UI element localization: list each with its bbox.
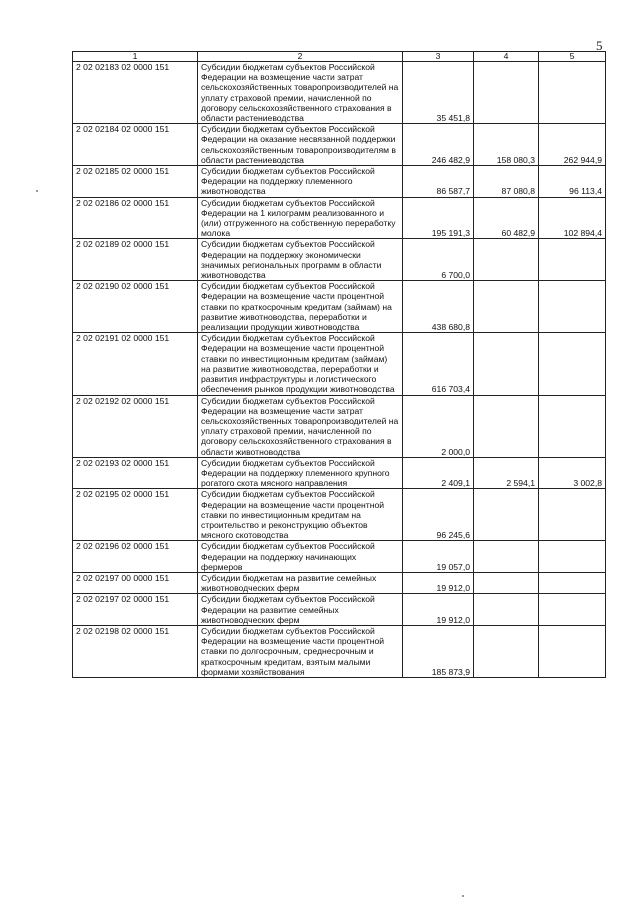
amount-col5-cell (539, 594, 606, 626)
column-header: 1 (73, 52, 198, 62)
amount-col5-cell (539, 625, 606, 677)
amount-col5-cell (539, 62, 606, 124)
amount-col5-cell: 3 002,8 (539, 457, 606, 489)
table-row (73, 457, 606, 489)
budget-revenue-table (72, 51, 606, 678)
amount-col4-cell: 60 482,9 (474, 197, 539, 239)
description-cell: Субсидии бюджетам субъектов Российской Федерации на 1 килограмм реализованного и (или) отгруженного на собственную переработку молока (198, 197, 403, 239)
amount-col3-cell: 185 873,9 (403, 625, 474, 677)
description-cell: Субсидии бюджетам на развитие семейных животноводческих ферм (198, 572, 403, 593)
amount-col3-cell: 19 912,0 (403, 572, 474, 593)
table-row (73, 489, 606, 541)
amount-col3-cell: 195 191,3 (403, 197, 474, 239)
column-header: 2 (198, 52, 403, 62)
description-cell: Субсидии бюджетам субъектов Российской Федерации на поддержку начинающих фермеров (198, 541, 403, 573)
amount-col5-cell: 262 944,9 (539, 124, 606, 166)
description-cell: Субсидии бюджетам субъектов Российской Федерации на поддержку экономически значимых региональных программ в области животноводства (198, 239, 403, 281)
amount-col4-cell (474, 62, 539, 124)
table-row (73, 333, 606, 395)
description-cell: Субсидии бюджетам субъектов Российской Федерации на поддержку племенного крупного рогатого скота мясного направления (198, 457, 403, 489)
table-row (73, 239, 606, 281)
amount-col5-cell (539, 281, 606, 333)
amount-col4-cell (474, 572, 539, 593)
table-row (73, 124, 606, 166)
budget-code-cell: 2 02 02184 02 0000 151 (73, 124, 198, 166)
table-row (73, 572, 606, 593)
amount-col4-cell (474, 281, 539, 333)
description-cell: Субсидии бюджетам субъектов Российской Федерации на возмещение части затрат сельскохозяйственных товаропроизводителей на уплату страховой премии, начисленной по договору сельскохозяйственного страхования в области растениеводства (198, 62, 403, 124)
amount-col5-cell (539, 395, 606, 457)
table-header-row (73, 52, 606, 62)
amount-col5-cell (539, 333, 606, 395)
amount-col3-cell: 616 703,4 (403, 333, 474, 395)
column-header: 3 (403, 52, 474, 62)
amount-col4-cell: 87 080,8 (474, 166, 539, 198)
amount-col5-cell: 102 894,4 (539, 197, 606, 239)
page-number: 5 (596, 38, 603, 53)
description-cell: Субсидии бюджетам субъектов Российской Федерации на возмещение части процентной ставки по краткосрочным кредитам (займам) на развитие животноводства, переработки и реализации продукции животноводства (198, 281, 403, 333)
description-cell: Субсидии бюджетам субъектов Российской Федерации на возмещение части процентной ставки по долгосрочным, среднесрочным и краткосрочным кредитам, взятым малыми формами хозяйствования (198, 625, 403, 677)
description-cell: Субсидии бюджетам субъектов Российской Федерации на оказание несвязанной поддержки сельскохозяйственным товаропроизводителям в области растениеводства (198, 124, 403, 166)
description-cell: Субсидии бюджетам субъектов Российской Федерации на возмещение части затрат сельскохозяйственных товаропроизводителей на уплату страховой премии, начисленной по договору сельскохозяйственного страхования в области животноводства (198, 395, 403, 457)
amount-col4-cell (474, 594, 539, 626)
amount-col3-cell: 19 912,0 (403, 594, 474, 626)
amount-col3-cell: 35 451,8 (403, 62, 474, 124)
budget-code-cell: 2 02 02195 02 0000 151 (73, 489, 198, 541)
column-header: 5 (539, 52, 606, 62)
budget-code-cell: 2 02 02190 02 0000 151 (73, 281, 198, 333)
amount-col5-cell: 96 113,4 (539, 166, 606, 198)
budget-code-cell: 2 02 02198 02 0000 151 (73, 625, 198, 677)
table-row (73, 541, 606, 573)
table-row (73, 197, 606, 239)
amount-col3-cell: 246 482,9 (403, 124, 474, 166)
amount-col5-cell (539, 489, 606, 541)
description-cell: Субсидии бюджетам субъектов Российской Федерации на возмещение части процентной ставки по инвестиционным кредитам (займам) на развитие животноводства, переработки и развития инфраструктуры и логистического обеспечения рынков продукции животноводства (198, 333, 403, 395)
description-cell: Субсидии бюджетам субъектов Российской Федерации на поддержку племенного животноводства (198, 166, 403, 198)
budget-code-cell: 2 02 02193 02 0000 151 (73, 457, 198, 489)
table-row (73, 166, 606, 198)
amount-col4-cell (474, 395, 539, 457)
budget-code-cell: 2 02 02191 02 0000 151 (73, 333, 198, 395)
description-cell: Субсидии бюджетам субъектов Российской Федерации на возмещение части процентной ставки по инвестиционным кредитам на строительство и реконструкцию объектов мясного скотоводства (198, 489, 403, 541)
amount-col5-cell (539, 541, 606, 573)
budget-code-cell: 2 02 02197 02 0000 151 (73, 594, 198, 626)
budget-code-cell: 2 02 02196 02 0000 151 (73, 541, 198, 573)
amount-col4-cell (474, 239, 539, 281)
budget-code-cell: 2 02 02192 02 0000 151 (73, 395, 198, 457)
table-row (73, 62, 606, 124)
budget-code-cell: 2 02 02183 02 0000 151 (73, 62, 198, 124)
scan-speck (462, 895, 464, 897)
amount-col3-cell: 19 057,0 (403, 541, 474, 573)
amount-col4-cell (474, 489, 539, 541)
budget-code-cell: 2 02 02189 02 0000 151 (73, 239, 198, 281)
amount-col3-cell: 96 245,6 (403, 489, 474, 541)
table-row (73, 395, 606, 457)
budget-code-cell: 2 02 02197 00 0000 151 (73, 572, 198, 593)
amount-col4-cell: 2 594,1 (474, 457, 539, 489)
amount-col3-cell: 2 000,0 (403, 395, 474, 457)
table-row (73, 625, 606, 677)
amount-col4-cell (474, 625, 539, 677)
amount-col5-cell (539, 572, 606, 593)
budget-code-cell: 2 02 02185 02 0000 151 (73, 166, 198, 198)
amount-col3-cell: 2 409,1 (403, 457, 474, 489)
table-row (73, 594, 606, 626)
amount-col4-cell: 158 080,3 (474, 124, 539, 166)
amount-col3-cell: 438 680,8 (403, 281, 474, 333)
budget-code-cell: 2 02 02186 02 0000 151 (73, 197, 198, 239)
amount-col5-cell (539, 239, 606, 281)
table-row (73, 281, 606, 333)
amount-col3-cell: 6 700,0 (403, 239, 474, 281)
amount-col3-cell: 86 587,7 (403, 166, 474, 198)
column-header: 4 (474, 52, 539, 62)
amount-col4-cell (474, 333, 539, 395)
amount-col4-cell (474, 541, 539, 573)
description-cell: Субсидии бюджетам субъектов Российской Федерации на развитие семейных животноводческих ферм (198, 594, 403, 626)
scan-speck (36, 190, 38, 192)
